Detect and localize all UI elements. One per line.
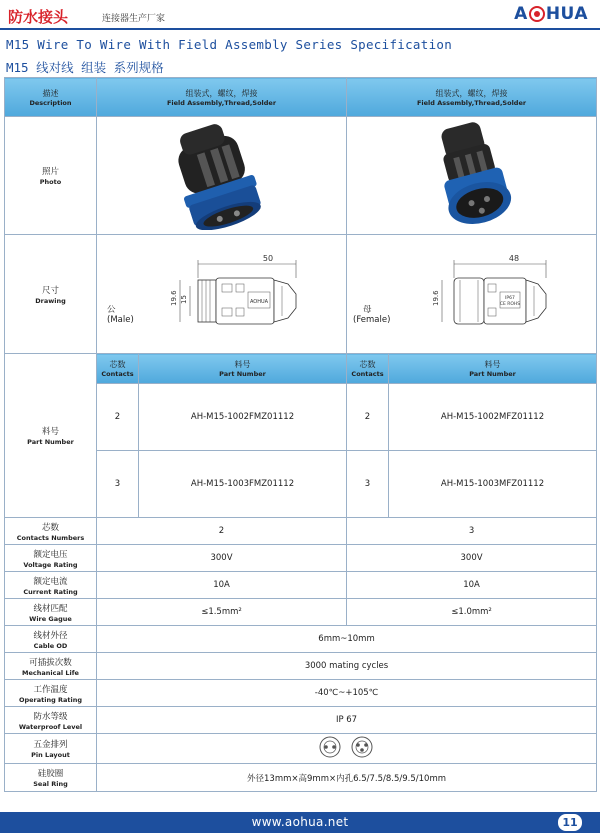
female-drawing-mark1: IP67: [504, 295, 515, 301]
contacts-numbers-male: 2: [97, 518, 347, 545]
photo-label: 照片 Photo: [5, 117, 97, 235]
page-header: [0, 0, 600, 28]
description-male: 组装式，螺纹，焊接 Field Assembly,Thread,Solder: [97, 78, 347, 117]
header-divider: [0, 28, 600, 30]
current-label: 额定电流 Current Rating: [5, 572, 97, 599]
temp-value: -40℃~+105℃: [97, 680, 597, 707]
male-contacts-cell: 3: [97, 451, 139, 518]
male-contacts-cell: 2: [97, 384, 139, 451]
male-photo: [97, 117, 347, 235]
wire-female: ≤1.0mm²: [347, 599, 597, 626]
voltage-female: 300V: [347, 545, 597, 572]
header-title: 防水接头: [8, 8, 69, 26]
female-partno-cell: AH-M15-1002MFZ01112: [389, 384, 597, 451]
voltage-male: 300V: [97, 545, 347, 572]
male-dia-outer: 19.6: [169, 289, 178, 306]
logo-text-left: A: [514, 4, 528, 24]
ip-value: IP 67: [97, 707, 597, 734]
header-subtitle: 连接器生产厂家: [102, 14, 166, 24]
temp-label: 工作温度 Operating Rating: [5, 680, 97, 707]
mech-life-value: 3000 mating cycles: [97, 653, 597, 680]
female-dia-outer: 19.6: [431, 289, 440, 306]
description-label: 描述 Description: [5, 78, 97, 117]
female-connector-image: [368, 118, 576, 230]
ip-label: 防水等级 Waterproof Level: [5, 707, 97, 734]
male-drawing-caption: 公 (Male): [107, 305, 134, 325]
footer-url[interactable]: www.aohua.net: [251, 815, 349, 829]
current-male: 10A: [97, 572, 347, 599]
male-partno-cell: AH-M15-1002FMZ01112: [139, 384, 347, 451]
drawing-label: 尺寸 Drawing: [5, 235, 97, 354]
contacts-numbers-label: 芯数 Contacts Numbers: [5, 518, 97, 545]
female-partno-cell: AH-M15-1003MFZ01112: [389, 451, 597, 518]
seal-ring-value: 外径13mm×高9mm×内孔6.5/7.5/8.5/9.5/10mm: [97, 764, 597, 792]
male-connector-image: [118, 118, 326, 230]
male-partno-cell: AH-M15-1003FMZ01112: [139, 451, 347, 518]
current-female: 10A: [347, 572, 597, 599]
pin-layout-cell: [97, 734, 597, 764]
cable-od-label: 线材外径 Cable OD: [5, 626, 97, 653]
part-number-label: 料号 Part Number: [5, 354, 97, 518]
female-contacts-head: 芯数 Contacts: [347, 354, 389, 384]
male-drawing: [97, 235, 347, 354]
female-drawing-caption: 母 (Female): [353, 305, 391, 325]
female-drawing: [347, 235, 597, 354]
logo-text-right: HUA: [545, 4, 588, 24]
male-length-label: 50: [262, 253, 273, 263]
spec-title-en: M15 Wire To Wire With Field Assembly Series Specification: [6, 37, 453, 52]
male-contacts-head: 芯数 Contacts: [97, 354, 139, 384]
page-footer: [0, 812, 600, 833]
pin-layout-icon: [312, 735, 382, 759]
mech-life-label: 可插拔次数 Mechanical Life: [5, 653, 97, 680]
female-photo: [347, 117, 597, 235]
voltage-label: 额定电压 Voltage Rating: [5, 545, 97, 572]
wire-male: ≤1.5mm²: [97, 599, 347, 626]
description-female: 组装式，螺纹，焊接 Field Assembly,Thread,Solder: [347, 78, 597, 117]
male-drawing-brand: AOHUA: [249, 298, 268, 305]
female-contacts-cell: 3: [347, 451, 389, 518]
seal-ring-label: 硅胶圈 Seal Ring: [5, 764, 97, 792]
male-drawing-svg: [118, 236, 326, 350]
male-partno-head: 料号 Part Number: [139, 354, 347, 384]
female-partno-head: 料号 Part Number: [389, 354, 597, 384]
spec-table: [4, 77, 597, 792]
wire-label: 线材匹配 Wire Gague: [5, 599, 97, 626]
page-number: 11: [558, 814, 582, 831]
female-contacts-cell: 2: [347, 384, 389, 451]
spec-title-cn: M15 线对线 组装 系列规格: [6, 60, 164, 75]
male-dia-inner: 15: [179, 294, 188, 304]
cable-od-value: 6mm~10mm: [97, 626, 597, 653]
female-drawing-svg: [368, 236, 576, 350]
female-drawing-mark2: CE ROHS: [499, 301, 520, 307]
contacts-numbers-female: 3: [347, 518, 597, 545]
pin-layout-label: 五金排列 Pin Layout: [5, 734, 97, 764]
brand-logo: [514, 4, 588, 24]
female-length-label: 48: [508, 253, 519, 263]
logo-mark-icon: [529, 6, 545, 22]
